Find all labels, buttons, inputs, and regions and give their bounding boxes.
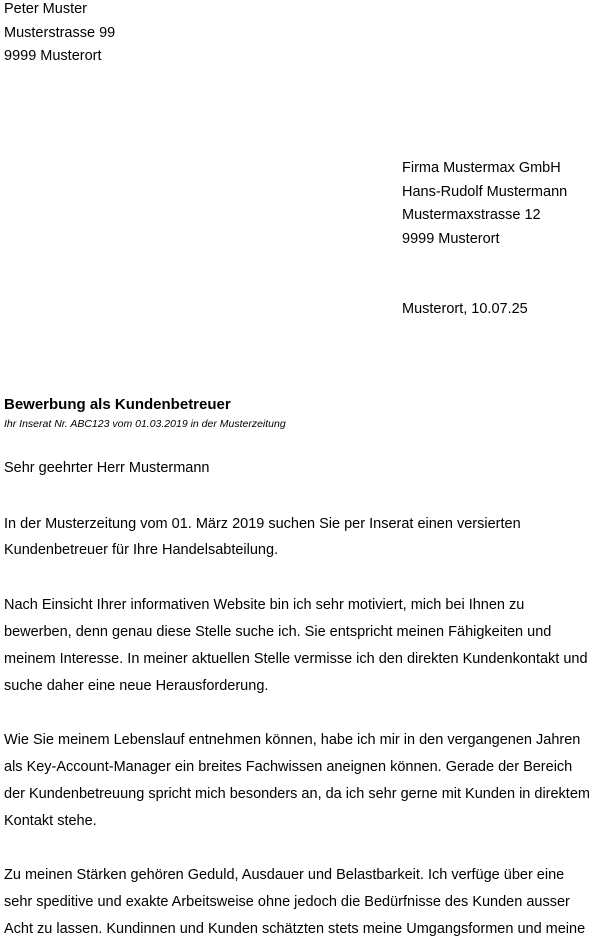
- paragraph-line: Acht zu lassen. Kundinnen und Kunden schätzten stets meine Umgangsformen und meine: [4, 921, 586, 937]
- paragraph-line: suche daher eine neue Herausforderung.: [4, 678, 269, 694]
- sender-street: Musterstrasse 99: [4, 25, 116, 41]
- subject-line: Bewerbung als Kundenbetreuer: [4, 396, 231, 413]
- paragraph-line: Wie Sie meinem Lebenslauf entnehmen können, habe ich mir in den vergangenen Jahren: [4, 732, 581, 748]
- recipient-street: Mustermaxstrasse 12: [402, 207, 541, 223]
- reference-line: Ihr Inserat Nr. ABC123 vom 01.03.2019 in der Musterzeitung: [4, 418, 286, 430]
- recipient-city: 9999 Musterort: [402, 231, 500, 247]
- recipient-company: Firma Mustermax GmbH: [402, 160, 561, 176]
- paragraph-line: Kontakt stehe.: [4, 813, 97, 829]
- paragraph-line: der Kundenbetreuung spricht mich besonders an, da ich sehr gerne mit Kunden in direktem: [4, 786, 590, 802]
- paragraph-line: bewerben, denn genau diese Stelle suche ich. Sie entspricht meinen Fähigkeiten und: [4, 624, 552, 640]
- paragraph-line: Zu meinen Stärken gehören Geduld, Ausdauer und Belastbarkeit. Ich verfüge über eine: [4, 867, 565, 883]
- recipient-contact: Hans-Rudolf Mustermann: [402, 184, 568, 200]
- paragraph-line: meinem Interesse. In meiner aktuellen Stelle vermisse ich den direkten Kundenkontakt und: [4, 651, 588, 667]
- paragraph-line: sehr speditive und exakte Arbeitsweise ohne jedoch die Bedürfnisse des Kunden ausser: [4, 894, 570, 910]
- sender-name: Peter Muster: [4, 1, 87, 17]
- paragraph-line: Nach Einsicht Ihrer informativen Website bin ich sehr motiviert, mich bei Ihnen zu: [4, 597, 525, 613]
- paragraph-line: Kundenbetreuer für Ihre Handelsabteilung.: [4, 542, 279, 558]
- date-line: Musterort, 10.07.25: [402, 301, 528, 317]
- paragraph-line: als Key-Account-Manager ein breites Fachwissen aneignen können. Gerade der Bereich: [4, 759, 573, 775]
- paragraph-line: In der Musterzeitung vom 01. März 2019 suchen Sie per Inserat einen versierten: [4, 516, 521, 532]
- salutation: Sehr geehrter Herr Mustermann: [4, 460, 210, 476]
- sender-city: 9999 Musterort: [4, 48, 102, 64]
